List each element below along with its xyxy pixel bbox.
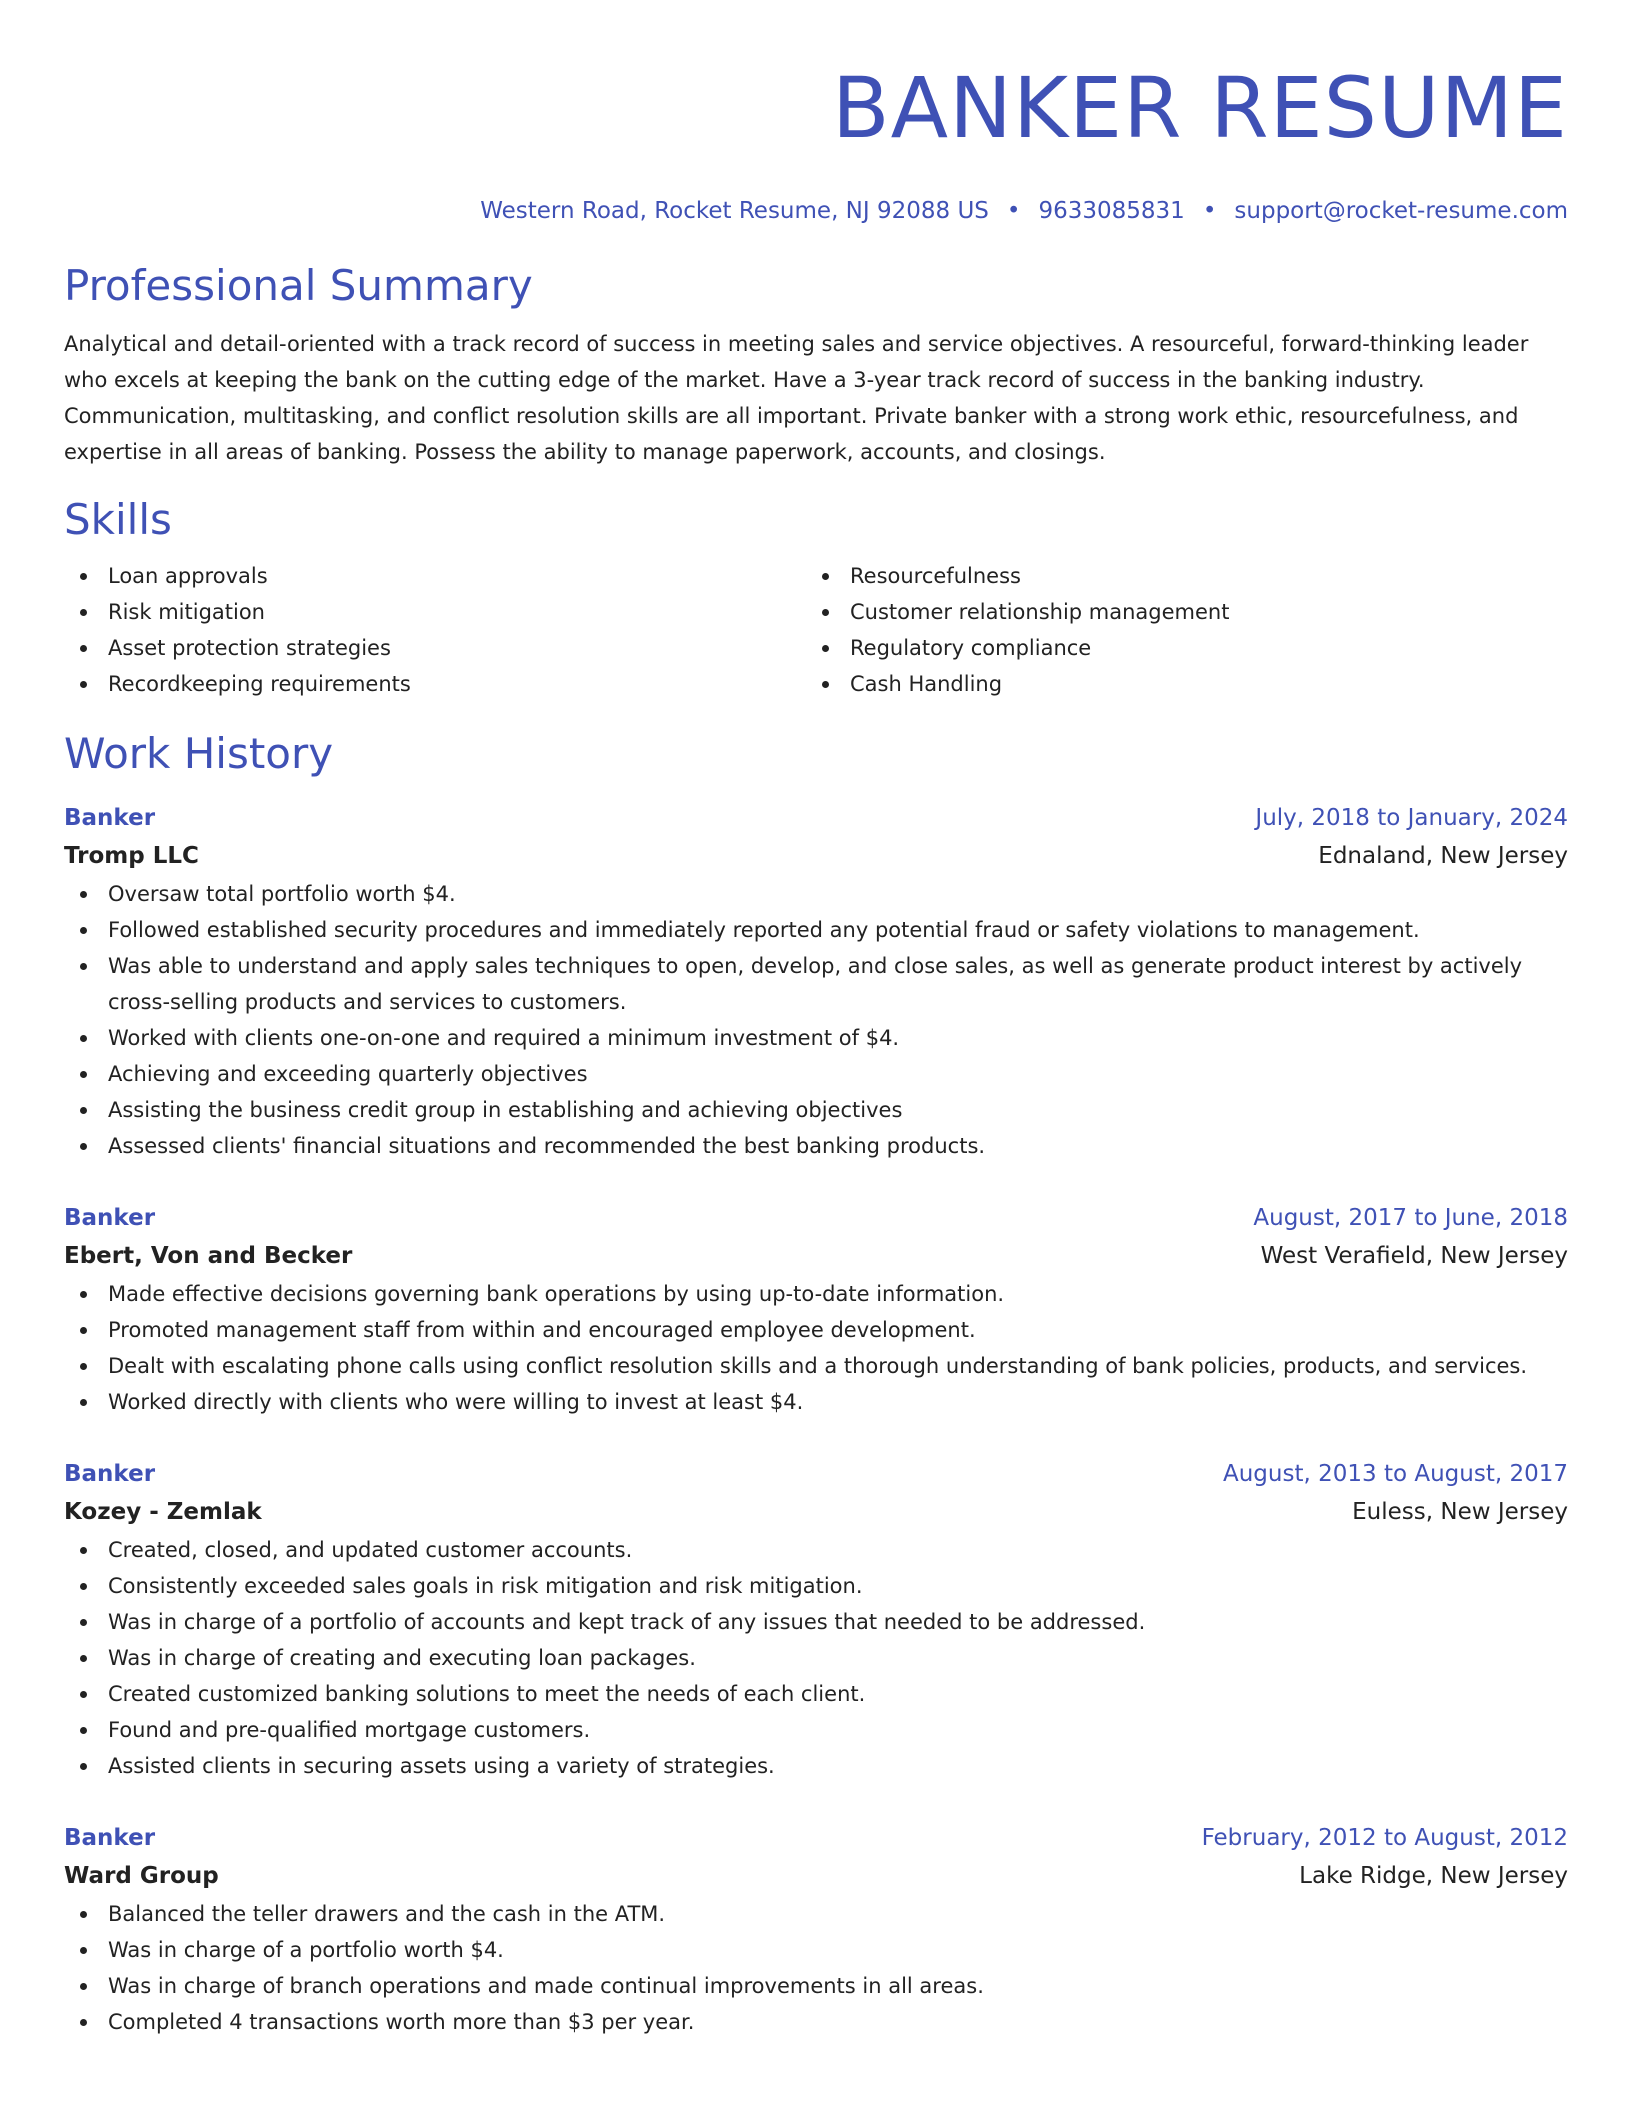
skills-list-right	[806, 558, 1548, 702]
job-bullet: Consistently exceeded sales goals in risk mitigation and risk mitigation.	[64, 1568, 1568, 1604]
job-company: Ward Group	[64, 1863, 219, 1889]
job-bullet: Achieving and exceeding quarterly objectives	[64, 1056, 1568, 1092]
job-title-row	[64, 1456, 1568, 1492]
skill-item: Loan approvals	[64, 558, 806, 594]
work-history-heading: Work History	[64, 729, 334, 778]
skills-list-left	[64, 558, 806, 702]
job-bullet: Oversaw total portfolio worth $4.	[64, 876, 1568, 912]
contact-separator: •	[1006, 198, 1021, 224]
job-company: Kozey - Zemlak	[64, 1499, 262, 1525]
job-bullet: Was able to understand and apply sales techniques to open, develop, and close sales, as well as generate product interest by actively cross-selling products and services to customers.	[64, 948, 1568, 1020]
job-bullet: Assisted clients in securing assets using a variety of strategies.	[64, 1748, 1568, 1784]
job-company-row	[64, 1236, 1568, 1276]
contact-email[interactable]: support@rocket-resume.com	[1234, 198, 1568, 224]
job-location: Euless, New Jersey	[1352, 1499, 1568, 1525]
skill-item: Regulatory compliance	[806, 630, 1548, 666]
job-entry	[64, 800, 1568, 1164]
job-bullets	[64, 876, 1568, 1164]
job-company: Ebert, Von and Becker	[64, 1243, 353, 1269]
job-bullet: Worked directly with clients who were willing to invest at least $4.	[64, 1384, 1568, 1420]
job-title-row	[64, 1820, 1568, 1856]
job-bullets	[64, 1532, 1568, 1784]
job-company: Tromp LLC	[64, 843, 199, 869]
job-company-row	[64, 836, 1568, 876]
job-bullet: Found and pre-qualified mortgage customers.	[64, 1712, 1568, 1748]
job-bullet: Was in charge of a portfolio of accounts and kept track of any issues that needed to be addressed.	[64, 1604, 1568, 1640]
job-dates: August, 2017 to June, 2018	[1253, 1205, 1568, 1231]
job-title-row	[64, 1200, 1568, 1236]
job-bullet: Was in charge of branch operations and made continual improvements in all areas.	[64, 1968, 1568, 2004]
job-company-row	[64, 1492, 1568, 1532]
job-bullet: Balanced the teller drawers and the cash in the ATM.	[64, 1896, 1568, 1932]
job-bullet: Made effective decisions governing bank operations by using up-to-date information.	[64, 1276, 1568, 1312]
contact-address: Western Road, Rocket Resume, NJ 92088 US	[480, 198, 989, 224]
job-bullet: Created customized banking solutions to meet the needs of each client.	[64, 1676, 1568, 1712]
skill-item: Cash Handling	[806, 666, 1548, 702]
summary-heading: Professional Summary	[64, 261, 533, 310]
job-entry	[64, 1456, 1568, 1784]
skills-grid	[64, 558, 1568, 702]
job-dates: February, 2012 to August, 2012	[1201, 1825, 1568, 1851]
skill-item: Asset protection strategies	[64, 630, 806, 666]
job-title: Banker	[64, 1825, 156, 1851]
job-bullet: Was in charge of a portfolio worth $4.	[64, 1932, 1568, 1968]
skills-heading: Skills	[64, 495, 172, 544]
job-bullet: Assessed clients' financial situations and recommended the best banking products.	[64, 1128, 1568, 1164]
job-entry	[64, 1820, 1568, 2040]
job-location: Lake Ridge, New Jersey	[1299, 1863, 1568, 1889]
resume-title: BANKER RESUME	[832, 59, 1568, 157]
summary-text: Analytical and detail-oriented with a track record of success in meeting sales and service objectives. A resourceful, forward-thinking leader who excels at keeping the bank on the cutting edge of the market. Have a 3-year track record of success in the banking industry. Communication, multitasking, and conflict resolution skills are all important. Private banker with a strong work ethic, resourcefulness, and expertise in all areas of banking. Possess the ability to manage paperwork, accounts, and closings.	[64, 332, 1529, 464]
job-bullet: Created, closed, and updated customer accounts.	[64, 1532, 1568, 1568]
contact-line	[64, 198, 1568, 230]
job-bullet: Dealt with escalating phone calls using conflict resolution skills and a thorough understanding of bank policies, products, and services.	[64, 1348, 1568, 1384]
job-title-row	[64, 800, 1568, 836]
skill-item: Risk mitigation	[64, 594, 806, 630]
job-bullets	[64, 1276, 1568, 1420]
job-title: Banker	[64, 1461, 156, 1487]
job-title: Banker	[64, 805, 156, 831]
contact-separator: •	[1202, 198, 1217, 224]
job-location: Ednaland, New Jersey	[1318, 843, 1568, 869]
job-bullet: Assisting the business credit group in establishing and achieving objectives	[64, 1092, 1568, 1128]
job-bullet: Followed established security procedures and immediately reported any potential fraud or safety violations to management.	[64, 912, 1568, 948]
skill-item: Recordkeeping requirements	[64, 666, 806, 702]
job-bullets	[64, 1896, 1568, 2040]
job-dates: August, 2013 to August, 2017	[1223, 1461, 1568, 1487]
job-company-row	[64, 1856, 1568, 1896]
job-location: West Verafield, New Jersey	[1260, 1243, 1568, 1269]
job-bullet: Completed 4 transactions worth more than $3 per year.	[64, 2004, 1568, 2040]
job-bullet: Worked with clients one-on-one and required a minimum investment of $4.	[64, 1020, 1568, 1056]
skill-item: Customer relationship management	[806, 594, 1548, 630]
job-bullet: Promoted management staff from within and encouraged employee development.	[64, 1312, 1568, 1348]
contact-phone: 9633085831	[1038, 198, 1185, 224]
job-dates: July, 2018 to January, 2024	[1255, 805, 1568, 831]
job-bullet: Was in charge of creating and executing loan packages.	[64, 1640, 1568, 1676]
skill-item: Resourcefulness	[806, 558, 1548, 594]
job-entry	[64, 1200, 1568, 1420]
job-title: Banker	[64, 1205, 156, 1231]
